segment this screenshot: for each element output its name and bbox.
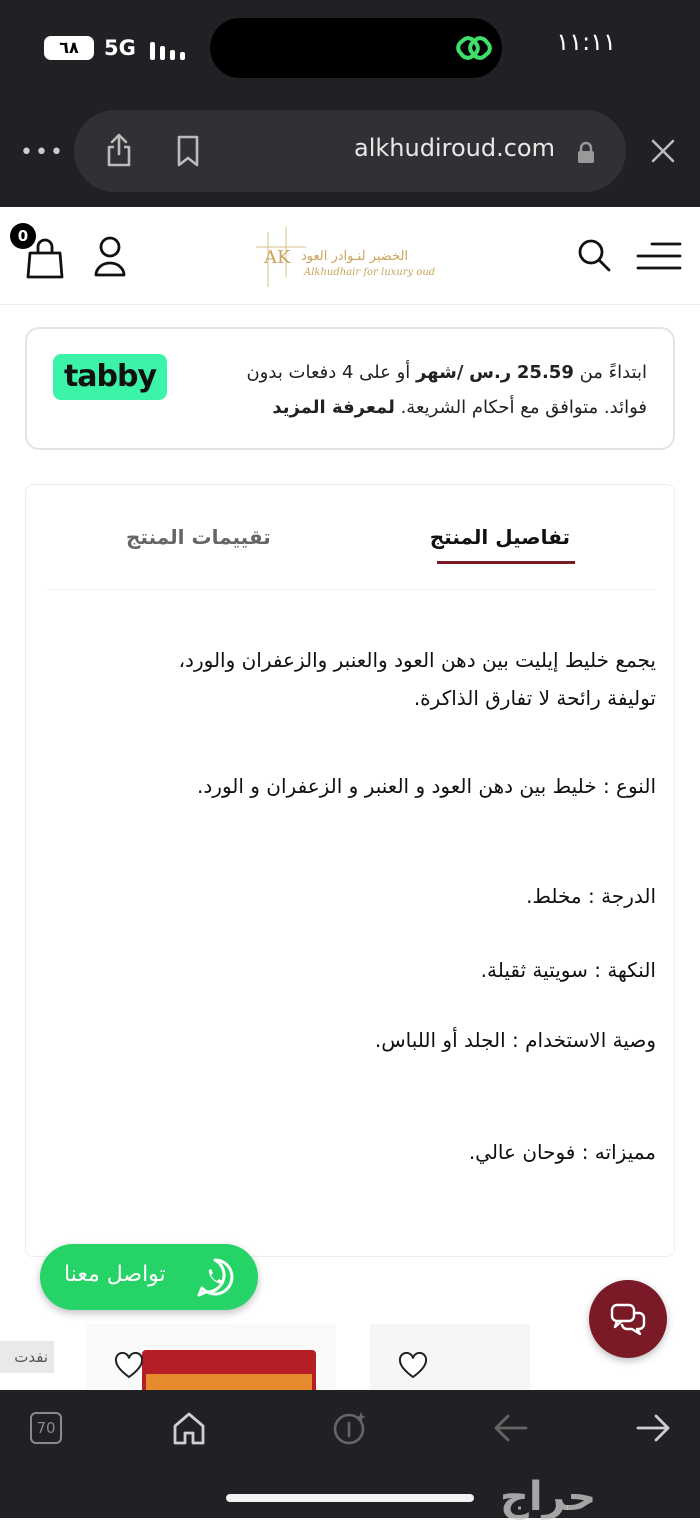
- description-intro-line-1: يجمع خليط إيليت بين دهن العود والعنبر والزعفران والورد،: [178, 648, 656, 672]
- tabby-suffix: أو على 4 دفعات بدون: [246, 362, 411, 383]
- tabby-line-1: [177, 355, 647, 390]
- chat-bubbles-icon: [609, 1300, 647, 1338]
- logo-english-text: Alkhudhair for luxury oud: [304, 267, 436, 278]
- description-features: مميزاته : فوحان عالي.: [468, 1140, 656, 1164]
- tabby-line-2: [177, 390, 647, 425]
- tabby-text: [177, 355, 647, 425]
- tabby-terms: فوائد. متوافق مع أحكام الشريعة.: [400, 397, 647, 418]
- user-account-icon[interactable]: [92, 235, 128, 279]
- home-indicator[interactable]: [226, 1494, 474, 1502]
- tabby-prefix: ابتداءً من: [579, 362, 647, 383]
- tab-product-reviews[interactable]: تقييمات المنتج: [126, 525, 271, 549]
- signal-icon: [150, 38, 190, 60]
- tabby-currency: ر.س: [469, 362, 512, 383]
- tabby-period: /شهر: [416, 362, 464, 383]
- description-grade: الدرجة : مخلط.: [526, 884, 656, 908]
- active-tab-indicator: [437, 561, 575, 564]
- address-bar[interactable]: [74, 110, 626, 192]
- network-type: 5G: [104, 36, 136, 60]
- logo-mark: AK: [264, 247, 291, 268]
- home-icon[interactable]: [172, 1410, 206, 1446]
- logo-arabic-text: الخضير لنـوادر العود: [301, 249, 409, 264]
- related-product-card[interactable]: [370, 1324, 530, 1394]
- browser-top-bar: [0, 0, 700, 207]
- status-time: ١١:١١: [556, 28, 616, 56]
- assistant-icon[interactable]: [332, 1410, 368, 1446]
- menu-icon[interactable]: [636, 241, 682, 271]
- product-info-card: [25, 484, 675, 1257]
- whatsapp-contact-button[interactable]: [40, 1244, 258, 1310]
- live-chat-button[interactable]: [589, 1280, 667, 1358]
- battery-indicator: ٦٨: [44, 36, 94, 60]
- tabs-count-button[interactable]: 70: [30, 1412, 62, 1444]
- tab-product-details[interactable]: تفاصيل المنتج: [429, 525, 570, 549]
- search-icon[interactable]: [576, 237, 612, 273]
- whatsapp-icon: [194, 1256, 236, 1298]
- description-flavor: النكهة : سويتية ثقيلة.: [480, 958, 656, 982]
- haraj-watermark: حراج: [500, 1474, 597, 1520]
- description-type: النوع : خليط بين دهن العود و العنبر و الزعفران و الورد.: [197, 774, 656, 798]
- tabby-learn-more-link[interactable]: لمعرفة المزيد: [272, 397, 395, 418]
- tabby-amount: 25.59: [516, 362, 574, 383]
- back-arrow-icon[interactable]: [492, 1412, 528, 1444]
- sold-out-badge: نفدت: [0, 1341, 54, 1373]
- tabby-logo: tabby: [53, 354, 167, 400]
- description-usage: وصية الاستخدام : الجلد أو اللباس.: [374, 1028, 656, 1052]
- close-icon[interactable]: [648, 136, 678, 166]
- link-icon: [456, 30, 492, 66]
- more-dots-icon[interactable]: •••: [20, 140, 65, 165]
- cart-count-badge: 0: [10, 223, 36, 249]
- heart-icon[interactable]: [398, 1352, 428, 1380]
- dynamic-island: [210, 18, 502, 78]
- tab-divider: [46, 589, 656, 590]
- whatsapp-label: تواصل معنا: [64, 1262, 166, 1287]
- site-logo[interactable]: [246, 217, 442, 293]
- bookmark-icon[interactable]: [174, 134, 202, 168]
- tabby-installments-banner[interactable]: [25, 327, 675, 450]
- share-icon[interactable]: [104, 132, 134, 168]
- heart-icon[interactable]: [114, 1352, 144, 1380]
- site-header: [0, 207, 700, 305]
- url-text[interactable]: alkhudiroud.com: [354, 134, 555, 162]
- forward-arrow-icon[interactable]: [636, 1412, 672, 1444]
- description-intro-line-2: توليفة رائحة لا تفارق الذاكرة.: [413, 686, 656, 710]
- lock-icon: [574, 140, 598, 164]
